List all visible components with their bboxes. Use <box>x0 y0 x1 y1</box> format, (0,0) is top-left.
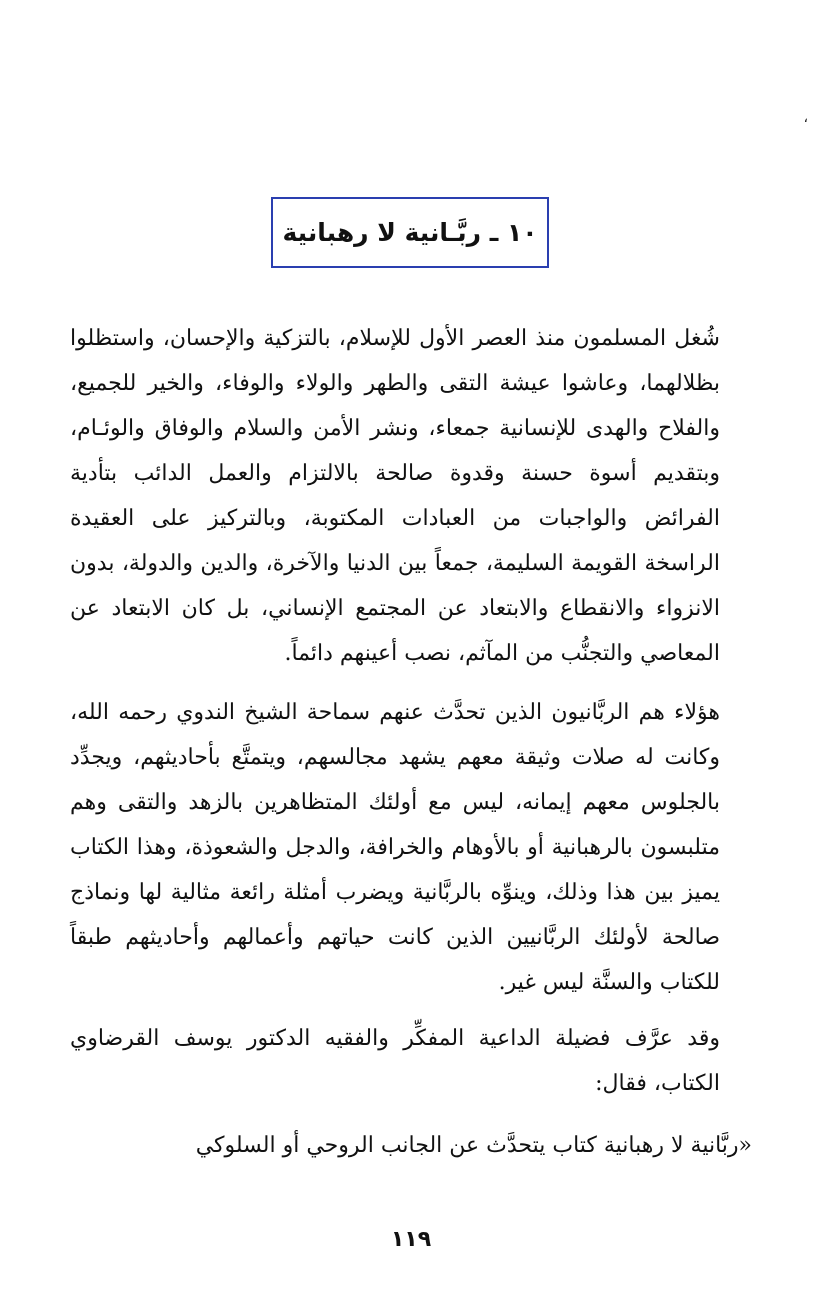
paragraph-4 <box>70 1123 752 1168</box>
paragraph-1 <box>70 316 752 676</box>
paragraph-3 <box>70 1016 752 1106</box>
paragraph-text: وقد عرَّف فضيلة الداعية المفكِّر والفقيه الدكتور يوسف القرضاوي الكتاب، فقال: <box>70 1026 720 1096</box>
page-number: ١١٩ <box>390 1227 432 1252</box>
paragraph-text: شُغل المسلمون منذ العصر الأول للإسلام، بالتزكية والإحسان، واستظلوا بظلالهما، وعاشوا عيشة التقى والطهر والولاء والوفاء، والخير للجميع، والفلاح والهدى للإنسانية جمعاء، ونشر الأمن والسلام والوفاق والوئـام، وبتقديم أسوة حسنة وقدوة صالحة بالالتزام والعمل الدائب بتأدية الفرائض والواجبات من العبادات المكتوبة، وبالتركيز على العقيدة الراسخة القويمة السليمة، جمعاً بين الدنيا والآخرة، والدين والدولة، بدون الانزواء والانقطاع والابتعاد عن المجتمع الإنساني، بل كان الابتعاد عن المعاصي والتجنُّب من المآثم، نصب أعينهم دائماً. <box>70 326 720 666</box>
paragraph-text: هؤلاء هم الربَّانيون الذين تحدَّث عنهم سماحة الشيخ الندوي رحمه الله، وكانت له صلات وثيقة معهم يشهد مجالسهم، ويتمتَّع بأحاديثهم، ويجدِّد بالجلوس معهم إيمانه، ليس مع أولئك المتظاهرين بالزهد والتقى وهم متلبسون بالرهبانية أو بالأوهام والخرافة، والدجل والشعوذة، وهذا الكتاب يميز بين هذا وذلك، وينوِّه بالربَّانية ويضرب أمثلة رائعة مثالية لها ونماذج صالحة لأولئك الربَّانيين الذين كانت حياتهم وأعمالهم وأحاديثهم طبقاً للكتاب والسنَّة ليس غير. <box>70 700 720 995</box>
corner-mark: ، <box>803 110 808 126</box>
chapter-title: ١٠ ـ ربَّـانية لا رهبانية <box>282 218 538 247</box>
chapter-title-box <box>271 197 549 268</box>
paragraph-text: «ربَّانية لا رهبانية كتاب يتحدَّث عن الجانب الروحي أو السلوكي <box>195 1133 752 1158</box>
paragraph-2 <box>70 690 752 1005</box>
